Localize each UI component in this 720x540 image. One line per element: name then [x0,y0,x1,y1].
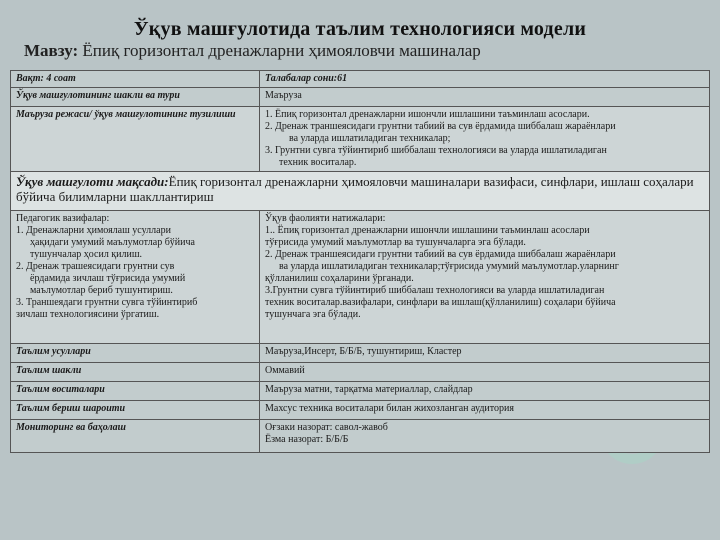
teaching-conditions-label: Таълим бериш шароити [11,401,260,420]
lecture-plan-label: Маъруза режаси/ ўқув машғулотининг тузилиши [11,107,260,172]
tasks-title: Педагогик вазифалар: [16,213,110,224]
teaching-methods-label: Таълим усуллари [11,344,260,363]
lesson-plan-table [10,70,710,453]
topic-label: Мавзу: [24,41,79,60]
task-item: 1. Дренажларни ҳимоялаш усуллари [16,225,171,236]
monitoring-value [260,420,710,453]
task-item: тушунчалар ҳосил қилиш. [30,249,143,260]
outcome-item: ва уларда ишлатиладиган техникалар;тўғрисида умумий маълумотлар.уларнинг [279,261,619,272]
outcome-item: техник воситалар.вазифалари, синфлари ва ишлаш(қўлланилиш) соҳалари бўйича [265,297,616,308]
task-item: маълумотлар бериб тушунтириш. [30,285,173,296]
table-row [11,382,710,401]
teaching-conditions-value: Махсус техника воситалари билан жихозланган аудитория [260,401,710,420]
teaching-tools-value: Маъруза матни, тарқатма материаллар, слайдлар [260,382,710,401]
topic-text: Ёпиқ горизонтал дренажларни ҳимояловчи машиналар [82,41,481,60]
table-row [11,107,710,172]
task-item: ёрдамида зичлаш тўғрисида умумий [30,273,186,284]
table-row [11,401,710,420]
plan-item: техник воситалар. [279,157,357,168]
table-row [11,211,710,344]
task-item: 2. Дренаж трашеясидаги грунтни сув [16,261,175,272]
outcome-item: тўғрисида умумий маълумотлар ва тушунчаларга эга бўлади. [265,237,526,248]
teaching-form-value: Оммавий [260,363,710,382]
learning-outcomes [260,211,710,344]
oral-control: Оғзаки назорат: савол-жавоб [265,422,388,433]
outcome-item: қўлланилиш соҳаларини ўрганади. [265,273,414,284]
slide-topic [24,41,704,61]
lesson-form-value: Маъруза [260,88,710,107]
table-row [11,88,710,107]
outcome-item: 2. Дренаж траншеясидаги грунтни табиий ва сув ёрдамида шиббалаш жараёнлари [265,249,616,260]
outcomes-title: Ўқув фаолияти натижалари: [265,213,386,224]
outcome-item: 3.Грунтни сувга тўйинтириб шиббалаш технологияси ва уларда ишлатиладиган [265,285,605,296]
aim-label: Ўқув машғулоти мақсади: [16,174,169,189]
monitoring-label: Мониторинг ва баҳолаш [11,420,260,453]
lesson-aim [11,172,710,211]
teaching-tools-label: Таълим воситалари [11,382,260,401]
written-control: Ёзма назорат: Б/Б/Б [265,434,349,445]
students-count: Талабалар сони:61 [260,71,710,88]
teaching-methods-value: Маъруза,Инсерт, Б/Б/Б, тушунтириш, Кластер [260,344,710,363]
table-row [11,363,710,382]
plan-item: 3. Грунтни сувга тўйинтириб шиббалаш технологияси ва уларда ишлатиладиган [265,145,607,156]
pedagogical-tasks [11,211,260,344]
table-row [11,344,710,363]
table-row [11,71,710,88]
teaching-form-label: Таълим шакли [11,363,260,382]
task-item: ҳақидаги умумий маълумотлар бўйича [30,237,195,248]
outcome-item: тушунчага эга бўлади. [265,309,361,320]
time-label: Вақт: 4 соат [11,71,260,88]
table-row [11,420,710,453]
slide-title: Ўқув машғулотида таълим технологияси модели [133,18,587,40]
task-item: 3. Траншеядаги грунтни сувга тўйинтириб [16,297,198,308]
task-item: зичлаш технологиясини ўргатиш. [16,309,160,320]
lesson-form-label: Ўқув машғулотининг шакли ва тури [11,88,260,107]
aim-text: Ёпиқ горизонтал дренажларни ҳимояловчи машиналари вазифаси, синфлари, ишлаш соҳалари бўйича билимларни шакллантириш [16,174,694,204]
plan-item: ва уларда ишлатиладиган техникалар; [289,133,451,144]
lecture-plan-list [260,107,710,172]
plan-item: 2. Дренаж траншеясидаги грунтни табиий ва сув ёрдамида шиббалаш жараёнлари [265,121,616,132]
plan-item: 1. Ёпиқ горизонтал дренажларни ишончли ишлашини таъминлаш асослари. [265,109,590,120]
outcome-item: 1.. Ёпиқ горизонтал дренажларни ишончли ишлашини таъминлаш асослари [265,225,590,236]
table-row [11,172,710,211]
